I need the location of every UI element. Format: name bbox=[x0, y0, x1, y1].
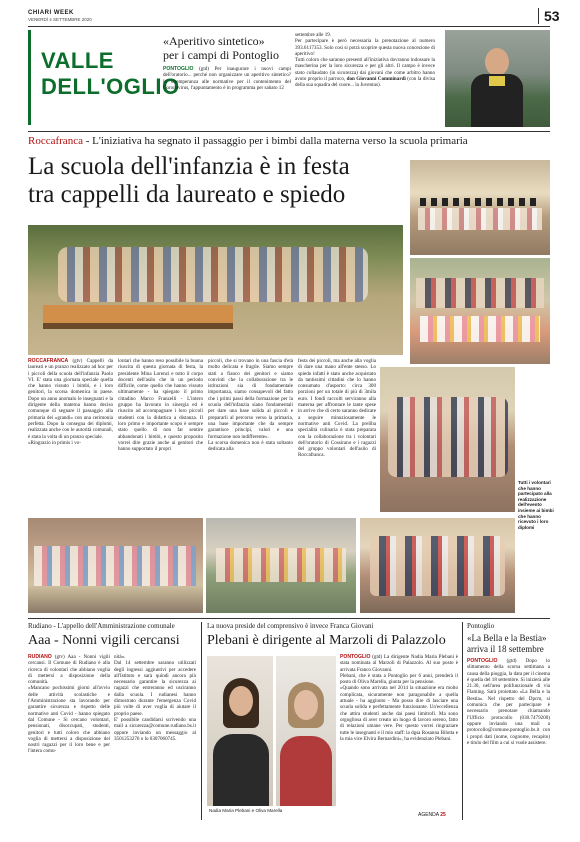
plebani-lead-author: (gtd) bbox=[372, 654, 383, 660]
bella-col1-text: Dopo lo slittamento della scorsa settimana a causa della pioggia, la data per il cinema è quella del 18 settembre. Si inizierà alle 21.30, nell'area polifunzionale di via Flaming. Sarà proiettato «La Bella e la Bestia». Nel rispetto del Dpcm, si comunica che per partecipare è necessario prenotare chiamando l'Ufficio protocollo (030.7479200) oppure inviando una mail a protocollo@comune.pontoglio.bs.it con i propri dati (nome, cognome, recapito) e titolo del film a cui si vuole assistere. bbox=[467, 658, 550, 746]
rudiano-lead-author: (gtv) bbox=[54, 654, 65, 660]
rudiano-col1 bbox=[28, 654, 110, 755]
bella-title-line1: «La Bella e la Bestia» bbox=[467, 633, 547, 643]
rudiano-col2-text-b: Dal 14 settembre saranno utilizzati degli ingressi aggiuntivi per accedere all'Istituto e sarà quindi ancora più necessario garantire la sicurezza ai ragazzi che entreranno ed usciranno dalla scuola. I rudianesi hanno dimostrato durante l'emergenza Covid più volte di aver voglia di aiutare il proprio paese. bbox=[114, 660, 196, 717]
aperitivo-col2-text-e: (con la divisa della sua squadra del cuore... la Juventus). bbox=[295, 76, 435, 89]
rudiano-col2-text-c: E' possibile candidarsi scrivendo una mail a sicurezza@comune.rudiano.bs.it oppure inviando un messaggio al 3501253276 o lo 0307060745. bbox=[114, 716, 196, 742]
volunteers-group bbox=[388, 397, 508, 477]
issue-date: VENERDÌ 4 SETTEMBRE 2020 bbox=[28, 17, 92, 22]
authorities-group bbox=[370, 536, 505, 596]
plebani-lead-place: PONTOGLIO bbox=[340, 654, 371, 660]
adults-row bbox=[416, 278, 544, 308]
aperitivo-col1-text: Per inaugurare i nuovi campi dell'oratorio... perché non organizzare un aperitivo sintetico? In ottemperanza alle normative per il contenimento del Coronavirus, l'appuntamento è in programma per sabato 12 bbox=[163, 66, 291, 91]
scuola-col3-text-b: La scorsa domenica non è stata soltanto dedicata alla bbox=[208, 439, 293, 453]
long-table bbox=[43, 305, 233, 323]
scuola-col2: lontari che hanno reso possibile la buona riuscita di questa giornata di festa, la presidente Mina Lorenzi e tutto il corpo docenti dell'asilo che in un periodo difficile, come quello che hanno vissuto ultimamente - ha spiegato il primo cittadino Marco Franzelli - L'intero gruppo ha lavorato in sinergia ed è riuscito ad accompagnare i loro piccoli studenti con la didattica a distanza. Il loro primo e importante scopo è sempre stato quello di non far sentire abbandonati i bimbi, e questo proposito vorrei dire grazie anche ai genitori che hanno supportato il propri bbox=[118, 358, 203, 453]
people-group bbox=[58, 247, 368, 302]
agenda-text: AGENDA bbox=[418, 812, 439, 818]
agenda-label bbox=[418, 812, 446, 818]
volunteers-photo bbox=[380, 367, 515, 512]
header-rule bbox=[28, 26, 550, 27]
rudiano-col1-text-b: «Mancano pochissimi giorni all'avvio delle attività scolastiche e l'Amministrazione sta lavorando per garantire sicurezza e rispetto delle normative anti Covid - hanno spiegato dal Comune - Si cercano volontari, pensionati, disoccupati, studenti, genitori e tutti coloro che abbiano voglia di mettersi a disposizione dei nostri ragazzi per il loro bene e per l'intera comu- bbox=[28, 685, 110, 755]
marella-portrait-photo bbox=[276, 656, 336, 806]
plebani-kicker: La nuova preside del comprensivo è invece Franca Giovani bbox=[207, 622, 374, 630]
scuola-col4: festa dei piccoli, ma anche alla voglia di dare una mano all'ente stesso. Lo spiedo infatti è stato anche acquistato da tantissimi cittadini che lo hanno consumato d'asporto: circa 300 porzioni per un totale di più di 3mila euro. I fondi raccolti serviranno alla materna per affrontare le tante spese in arrivo che di certo saranno dedicate a seguire minuziosamente le normative anti Covid. La preliba specialità culinaria è stata preparata con la collaborazione tra i volontari dell'oratorio di Cossirano e i ragazzi del gruppo volontari dell'asilo di Roccafranca. bbox=[298, 358, 376, 459]
plebani-col1-text-b: Plebani, che è stata a Pontoglio per 6 anni, prenderà il posto di Oliva Marella, giunta per la pensione. bbox=[340, 672, 458, 686]
scuola-title-line2: tra cappelli da laureato e spiedo bbox=[28, 181, 346, 208]
plebani-col1-text-c: «Quando sono arrivata nel 2014 la situazione era molto complicata, sicuramente non paragonabile a quella attuale - ha aggiunto - Ma posso dire di lasciare una scuola solida e perfettamente funzionante. Un'eccellenza che attira studenti anche dai paesi limitrofi. Ma sono orgogliosa di aver creato un luogo di lavoro sereno, fatto di relazioni umane vere. Per questo vorrei ringraziare tutte le insegnanti e il mio staff: la dgsa Rosanna Bilotta e la mia vice Elvira Bernardini», ha evidenziato Plebani. bbox=[340, 685, 458, 742]
aperitivo-col2-text-b: Per partecipare è però necessaria la prenotazione al numero 393.6117353. Solo così si potrà scoprire questa nuova concezione di aperitivo! bbox=[295, 38, 435, 57]
scuola-title-line1: La scuola dell'infanzia è in festa bbox=[28, 153, 350, 180]
aperitivo-title-line2: per i campi di Pontoglio bbox=[163, 48, 279, 62]
scuola-lead-author: (gtv) bbox=[72, 358, 83, 364]
kids-row bbox=[420, 316, 540, 342]
scuola-col3-text: piccoli, che si trovano in una fascia d'età molto delicata e fragile. Siamo sempre stati a fianco dei genitori e siamo convinti che la collaborazione tra le istituzioni sia di fondamentale importanza, siamo consapevoli del fatto che i primi passi della formazione per la scuola dell'infanzia siano fondamentali per dare una base solida ai piccoli e prepararli al percorso verso la primaria, una base importante che da sempre garantisce principi, valori e una formazione non indifferente». bbox=[208, 358, 293, 440]
aperitivo-lead-place: PONTOGLIO bbox=[163, 66, 194, 72]
plebani-col1 bbox=[340, 654, 458, 742]
bottom-separator bbox=[28, 618, 550, 619]
plebani-face bbox=[229, 686, 253, 716]
bella-lead-author: (gtd) bbox=[506, 658, 517, 664]
col-divider-1 bbox=[201, 622, 202, 820]
volunteers-caption: Tutti i volontari che hanno partecipato alla realizzazione dell'evento insieme ai bimbi che hanno ricevuto i loro diplomi bbox=[518, 480, 554, 530]
page-number: 53 bbox=[544, 8, 560, 24]
plebani-portrait-photo bbox=[207, 656, 273, 806]
scuola-col1-text: Cappelli da laureati e un pranzo realizzato ad hoc per i piccoli della scuola dell'infanzia Paolo VI. E' stata una giornata speciale quella che hanno vissuto i bimbi, e i loro genitori, la scorsa domenica in paese. Dopo un anno anomalo le insegnanti e la dirigente della materna hanno deciso comunque di segnare il passaggio alla primaria dei «grandi» con una cerimonia perfetta. Dopo la consegna dei diplomi, realizzata anche con le autorità comunali, è stata la volta di un pranzo speciale. bbox=[28, 358, 113, 440]
top-separator bbox=[28, 131, 550, 132]
scuola-col1-text-b: «Ringrazio in primis i vo- bbox=[28, 439, 81, 446]
referee-collar bbox=[489, 76, 505, 86]
children-graduation-photo-middle-right bbox=[410, 258, 550, 364]
referee-photo bbox=[445, 30, 550, 127]
scuola-col3 bbox=[208, 358, 293, 452]
children-bench-photo bbox=[28, 518, 203, 613]
aperitivo-article bbox=[160, 30, 440, 128]
bella-lead-place: PONTOGLIO bbox=[467, 658, 498, 664]
aperitivo-col2-text-c: Tutti coloro che saranno presenti all'iniziativa dovranno indossare la mascherina per la loro sicurezza e per gli altri. Il campo è invece stato collaudato (in sicurezza) dai giovani che come arbitro hanno avuto proprio il parroco, bbox=[295, 57, 435, 83]
referee-head bbox=[485, 48, 509, 76]
col-divider-2 bbox=[462, 622, 463, 820]
rudiano-col2-text: nità». bbox=[114, 654, 126, 660]
aperitivo-priest-name: don Giovanni Comminardi bbox=[346, 76, 406, 83]
children-row bbox=[418, 208, 542, 230]
marella-face bbox=[294, 690, 318, 720]
caps-row bbox=[420, 198, 540, 206]
bella-kicker: Pontoglio bbox=[467, 622, 495, 630]
plebani-title: Plebani è dirigente al Marzoli di Palazzolo bbox=[207, 633, 446, 648]
families-table-photo bbox=[28, 225, 403, 355]
rudiano-title: Aaa - Nonni vigili cercansi bbox=[28, 633, 180, 648]
rudiano-kicker: Rudiano - L'appello dell'Amministrazione comunale bbox=[28, 622, 175, 630]
section-title-line1: VALLE bbox=[41, 48, 114, 73]
agenda-num: 25 bbox=[440, 812, 446, 818]
aperitivo-title-line1: «Aperitivo sintetico» bbox=[163, 34, 265, 48]
kids-outdoor-row bbox=[216, 548, 346, 582]
aperitivo-col2 bbox=[295, 32, 435, 89]
section-title-line2: DELL'OGLIO bbox=[41, 74, 180, 99]
plebani-col1-text: La dirigente Nadia Maria Plebani è stata nominata al Marzoli di Palazzolo. Al suo posto è arrivata Franco Giovanni. bbox=[340, 654, 458, 673]
aperitivo-lead-author: (gtd) bbox=[199, 66, 209, 72]
plebani-shoulders bbox=[213, 734, 269, 806]
aperitivo-col1 bbox=[163, 66, 291, 91]
marella-shoulders bbox=[280, 736, 332, 806]
kids-bench-row bbox=[34, 546, 196, 586]
bella-title-line2: arriva il 18 settembre bbox=[467, 644, 544, 654]
aperitivo-col2-text-a: settembre alle 19. bbox=[295, 32, 332, 38]
scuola-kicker bbox=[28, 135, 468, 147]
authorities-photo bbox=[360, 518, 515, 613]
rudiano-col1-text: Aaa - Nonni vigili cercansi. Il Comune di Rudiano è alla ricerca di volontari che abbiano voglia di mettersi a disposizione della comunità. bbox=[28, 654, 110, 686]
newspaper-name: CHIARI WEEK bbox=[28, 10, 74, 16]
rudiano-col2 bbox=[114, 654, 196, 742]
children-graduation-photo-top-right bbox=[410, 160, 550, 255]
table-bench bbox=[43, 323, 233, 329]
scuola-kicker-place: Roccafranca bbox=[28, 135, 83, 147]
page-number-divider bbox=[538, 8, 539, 24]
scuola-lead-place: ROCCAFRANCA bbox=[28, 358, 69, 364]
rudiano-lead-place: RUDIANO bbox=[28, 654, 52, 660]
scuola-kicker-text: - L'iniziativa ha segnato il passaggio per i bimbi dalla materna verso la scuola primaria bbox=[82, 135, 468, 147]
scuola-col1 bbox=[28, 358, 113, 446]
bella-col1 bbox=[467, 658, 550, 746]
children-outdoor-photo bbox=[206, 518, 356, 613]
plebani-photo-caption: Nadia Maria Plebani e Oliva Marella bbox=[209, 808, 283, 813]
